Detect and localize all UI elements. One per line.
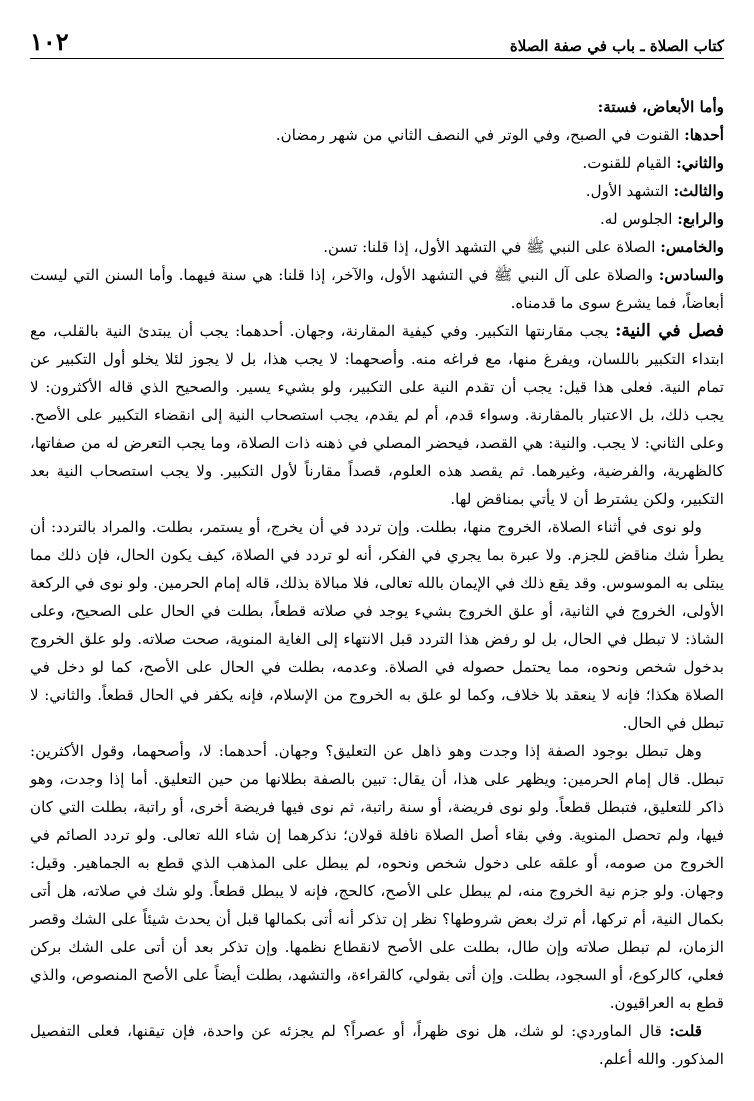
body-paragraph: وهل تبطل بوجود الصفة إذا وجدت وهو ذاهل عن التعليق؟ وجهان. أحدهما: لا، وأصحهما، وقول الأكثرين: تبطل. قال إمام الحرمين: ويظهر على هذا، أن يقال: تبين بالصفة بطلانها من حين التعليق. أما إذا وجدت، وهو ذاكر للتعليق، فتبطل قطعاً. ولو نوى فريضة، أو سنة راتبة، ثم نوى فيها فريضة أخرى، أو راتبة، بطلت التي كان فيها، ولم تحصل المنوية. وفي بقاء أصل الصلاة نافلة قولان؛ نذكرهما إن شاء الله تعالى. ولو تردد الصائم في الخروج من صومه، أو علقه على دخول شخص ونحوه، لم يبطل على المذهب الذي قطع به الجماهير. وقيل: وجهان. ولو جزم نية الخروج منه، لم يبطل على الأصح، كالحج، فإنه لا يبطل قطعاً. ولو شك في صلاته، هل أتى بكمال النية، أم تركها، أم ترك بعض شروطها؟ نظر إن تذكر أنه أتى بكمالها قبل أن يحدث شيئاً على الشك وقصر الزمان، لم تبطل صلاته وإن طال، بطلت على الأصح لانقطاع نظمها. وإن تذكر بعد أن أتى على الشك بركن فعلي، كالركوع، أو السجود، بطلت. وإن أتى بقولي، كالقراءة، والتشهد، بطلت أيضاً على الأصح المنصوص، والذي قطع به العراقيون. — [30, 742, 724, 1012]
abad-item-3 — [30, 177, 724, 205]
fasl-niyya-paragraph — [30, 317, 724, 513]
abad-item-2 — [30, 149, 724, 177]
abad-item-1 — [30, 121, 724, 149]
abad-item-label: والخامس: — [660, 238, 724, 256]
page-body — [30, 93, 724, 1073]
abad-item-text: القيام للقنوت. — [582, 154, 677, 172]
fasl-text: يجب مقارنتها التكبير. وفي كيفية المقارنة، وجهان. أحدهما: يجب أن يبتدئ النية بالقلب، مع ابتداء التكبير باللسان، ويفرغ منها، مع فراغه منه. وأصحهما: لا يجب هذا، بل لا يجوز لئلا يخلو أول التكبير عن تمام النية. فعلى هذا قيل: يجب أن تقدم النية على التكبير، ولو بشيء يسير. والصحيح الذي قاله الأكثرون: لا يجب ذلك، بل الاعتبار بالمقارنة. وسواء قدم، أم لم يقدم، يجب استصحاب النية إلى انقضاء التكبير على الأصح. وعلى الثاني: لا يجب. والنية: هي القصد، فيحضر المصلي في ذهنه ذات الصلاة، وما يجب التعرض له من صفاتها، كالظهرية، والفرضية، وغيرهما. ثم يقصد هذه العلوم، قصداً مقارناً لأول التكبير. ولا يجب استصحاب النية بعد التكبير، ولكن يشترط أن لا يأتي بمناقض لها. — [30, 322, 724, 508]
abad-item-text: التشهد الأول. — [585, 182, 674, 200]
abad-item-label: أحدها: — [684, 126, 724, 144]
page-number: ١٠٢ — [30, 27, 69, 56]
abad-item-6 — [30, 261, 724, 317]
abad-item-text: الصلاة على النبي ﷺ في التشهد الأول، إذا قلنا: تسن. — [323, 238, 661, 256]
abad-item-text: والصلاة على آل النبي ﷺ في التشهد الأول، والآخر، إذا قلنا: هي سنة فيهما. وأما السنن التي ليست أبعاضاً، فما يشرع سوى ما قدمناه. — [30, 266, 724, 312]
body-paragraph: ولو نوى في أثناء الصلاة، الخروج منها، بطلت. وإن تردد في أن يخرج، أو يستمر، بطلت. والمراد بالتردد: أن يطرأ شك مناقض للجزم. ولا عبرة بما يجري في الفكر، أنه لو تردد في الصلاة، كيف يكون الحال، فإن ذلك مما يبتلى به الموسوس. وقد يقع ذلك في الإيمان بالله تعالى، فلا مبالاة بذلك، قاله إمام الحرمين. ولو نوى في الركعة الأولى، الخروج في الثانية، أو علق الخروج بشيء يوجد في صلاته قطعاً، بطلت في الحال على الصحيح، وعلى الشاذ: لا تبطل في الحال، بل لو رفض هذا التردد قبل الانتهاء إلى الغاية المنوية، صحت صلاته. ولو علق الخروج بدخول شخص ونحوه، مما يحتمل حصوله في الصلاة. وعدمه، بطلت في الحال على الأصح، كما لو دخل في الصلاة هكذا؛ فإنه لا ينعقد بلا خلاف، وكما لو علق به الخروج من الإسلام، فإنه يكفر في الحال قطعاً. والثاني: لا تبطل في الحال. — [30, 518, 724, 732]
abad-intro: وأما الأبعاض، فستة: — [597, 98, 724, 116]
abad-item-label: والسادس: — [658, 266, 724, 284]
abad-item-label: والرابع: — [677, 210, 724, 228]
qultu-text: قال الماوردي: لو شك، هل نوى ظهراً، أو عصراً؟ لم يجزئه عن واحدة، فإن تيقنها، فعلى التفصيل المذكور. والله أعلم. — [30, 1022, 724, 1068]
abad-item-label: والثالث: — [673, 182, 724, 200]
abad-item-5 — [30, 233, 724, 261]
abad-item-4 — [30, 205, 724, 233]
qultu-paragraph — [30, 1017, 724, 1073]
abad-item-text: الجلوس له. — [599, 210, 678, 228]
page-header — [30, 24, 724, 59]
running-title: كتاب الصلاة ـ باب في صفة الصلاة — [509, 37, 724, 55]
qultu-label: قلت: — [669, 1022, 702, 1040]
abad-item-text: القنوت في الصبح، وفي الوتر في النصف الثاني من شهر رمضان. — [275, 126, 685, 144]
fasl-heading: فصل في النية: — [615, 321, 724, 341]
abad-item-label: والثاني: — [676, 154, 724, 172]
